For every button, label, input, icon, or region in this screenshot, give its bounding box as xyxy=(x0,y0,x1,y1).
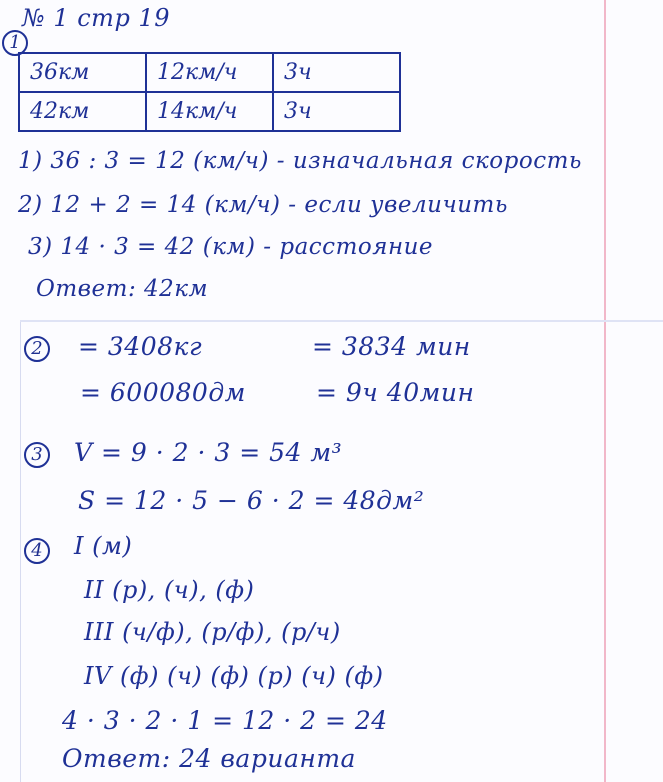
task2-number: 2 xyxy=(24,336,50,362)
table-cell: 3ч xyxy=(273,53,400,92)
page-title: № 1 стр 19 xyxy=(22,4,170,32)
table-row xyxy=(19,53,400,92)
answer-line: Ответ: 42км xyxy=(36,276,209,302)
section-divider xyxy=(20,320,663,322)
task1-number: 1 xyxy=(2,30,28,56)
conversion-result: = 600080дм xyxy=(80,378,246,407)
margin-line xyxy=(604,0,606,782)
margin-line-left xyxy=(20,320,21,782)
task3-number: 3 xyxy=(24,442,50,468)
combination-line: I (м) xyxy=(74,532,133,560)
volume-formula: V = 9 · 2 · 3 = 54 м³ xyxy=(74,438,343,467)
solution-line: 3) 14 · 3 = 42 (км) - расстояние xyxy=(28,234,434,260)
combination-line: IV (ф) (ч) (ф) (р) (ч) (ф) xyxy=(84,662,384,690)
area-formula: S = 12 · 5 − 6 · 2 = 48дм² xyxy=(78,486,425,515)
combination-line: II (р), (ч), (ф) xyxy=(84,576,255,604)
table-cell: 3ч xyxy=(273,92,400,131)
table-cell: 14км/ч xyxy=(146,92,273,131)
conversion-result: = 9ч 40мин xyxy=(316,378,475,407)
data-table xyxy=(18,52,401,132)
calculation-line: 4 · 3 · 2 · 1 = 12 · 2 = 24 xyxy=(62,706,388,735)
table-row xyxy=(19,92,400,131)
table-cell: 36км xyxy=(19,53,146,92)
conversion-result: = 3408кг xyxy=(78,332,203,361)
solution-line: 2) 12 + 2 = 14 (км/ч) - если увеличить xyxy=(18,192,508,218)
conversion-result: = 3834 мин xyxy=(312,332,471,361)
task4-number: 4 xyxy=(24,538,50,564)
solution-line: 1) 36 : 3 = 12 (км/ч) - изначальная скорость xyxy=(18,148,582,174)
table-cell: 12км/ч xyxy=(146,53,273,92)
table-cell: 42км xyxy=(19,92,146,131)
combination-line: III (ч/ф), (р/ф), (р/ч) xyxy=(84,618,341,646)
answer-line: Ответ: 24 варианта xyxy=(62,744,356,773)
